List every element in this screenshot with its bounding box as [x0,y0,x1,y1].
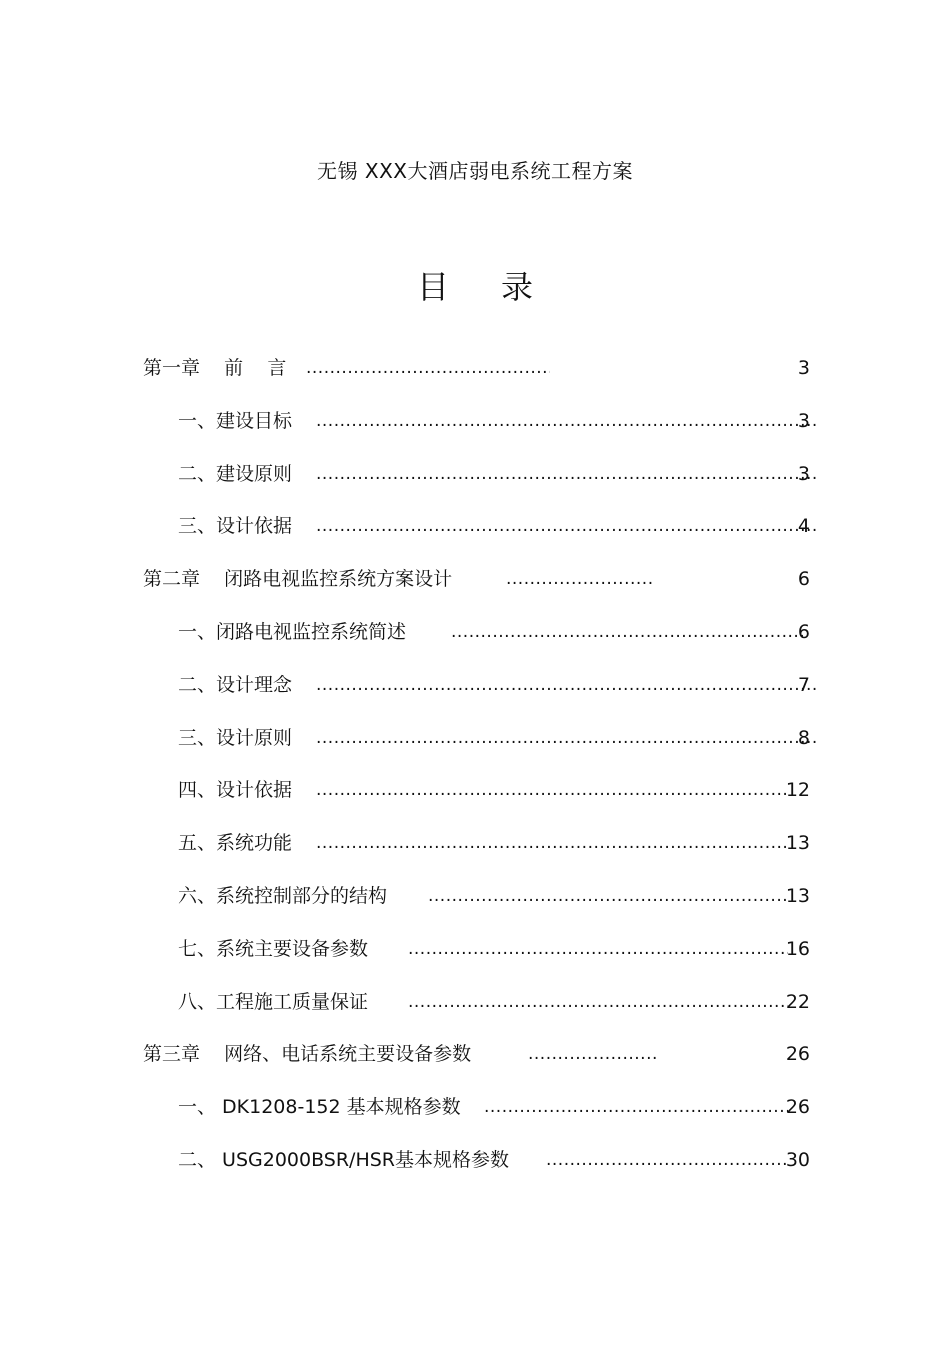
toc-heading: 目录 [416,268,585,306]
toc-entry-chapter-3[interactable] [0,1039,950,1092]
toc-dot-leader [316,511,816,541]
toc-dot-leader [408,987,788,1017]
toc-entry-section[interactable] [0,828,950,881]
toc-entry-page: 4 [797,515,810,538]
toc-entry-label: 三、设计原则 [178,726,293,749]
toc-entry-chapter-2[interactable] [0,564,950,617]
toc-entry-page: 3 [797,409,810,432]
toc-entry-page: 22 [785,990,810,1013]
toc-entry-page: 6 [797,620,810,643]
toc-entry-page: 26 [785,1043,810,1066]
toc-dot-leader [408,934,788,964]
toc-entry-label: 一、闭路电视监控系统简述 [178,620,407,643]
toc-entry-section[interactable] [0,670,950,723]
toc-entry-label: 一、建设目标 [178,409,293,432]
toc-entry-label: 二、建设原则 [178,462,293,485]
document-title: 无锡 XXX大酒店弱电系统工程方案 [317,159,633,183]
toc-entry-label: 三、设计依据 [178,515,293,538]
toc-dot-leader [316,775,786,805]
toc-entry-label: 二、设计理念 [178,673,293,696]
toc-dot-leader [546,1145,788,1175]
toc-dot-leader [316,723,816,753]
toc-entry-page: 30 [785,1148,810,1171]
toc-entry-section[interactable] [0,934,950,987]
toc-entry-section[interactable] [0,511,950,564]
toc-entry-label: 八、工程施工质量保证 [178,990,369,1013]
toc-entry-page: 13 [785,884,810,907]
toc-entry-label: 四、设计依据 [178,779,293,802]
toc-entry-label: 第二章 闭路电视监控系统方案设计 [143,568,453,591]
toc-entry-page: 13 [785,832,810,855]
toc-dot-leader [528,1039,658,1069]
toc-dot-leader [428,881,788,911]
toc-entry-label: 六、系统控制部分的结构 [178,884,388,907]
toc-entry-label: 第三章 网络、电话系统主要设备参数 [143,1043,472,1066]
toc-entry-section[interactable] [0,406,950,459]
toc-entry-section[interactable] [0,1092,950,1145]
toc-entry-page: 3 [797,357,810,379]
toc-entry-page: 7 [797,673,810,696]
toc-dot-leader [316,670,816,700]
toc-entry-section[interactable] [0,881,950,934]
toc-dot-leader [506,564,652,594]
toc-dot-leader [316,459,816,489]
toc-entry-section[interactable] [0,459,950,512]
toc-dot-leader [306,353,550,383]
table-of-contents [0,353,950,1198]
toc-entry-label: 五、系统功能 [178,832,293,855]
toc-entry-page: 16 [785,937,810,960]
toc-entry-chapter-1[interactable] [0,353,950,406]
toc-dot-leader [316,406,816,436]
toc-entry-label: 一、 DK1208-152 基本规格参数 [178,1096,461,1119]
toc-entry-page: 8 [797,726,810,749]
toc-entry-section[interactable] [0,775,950,828]
toc-entry-page: 6 [797,568,810,591]
toc-entry-page: 12 [785,779,810,802]
toc-entry-section[interactable] [0,723,950,776]
toc-entry-label: 七、系统主要设备参数 [178,937,369,960]
toc-entry-section[interactable] [0,987,950,1040]
toc-entry-label: 二、 USG2000BSR/HSR基本规格参数 [178,1148,509,1171]
toc-entry-page: 3 [797,462,810,485]
toc-entry-page: 26 [785,1096,810,1119]
toc-entry-section[interactable] [0,1145,950,1198]
toc-entry-label: 第一章 前 言 [143,357,287,379]
toc-dot-leader [451,617,807,647]
toc-entry-section[interactable] [0,617,950,670]
toc-dot-leader [316,828,786,858]
toc-dot-leader [484,1092,788,1122]
